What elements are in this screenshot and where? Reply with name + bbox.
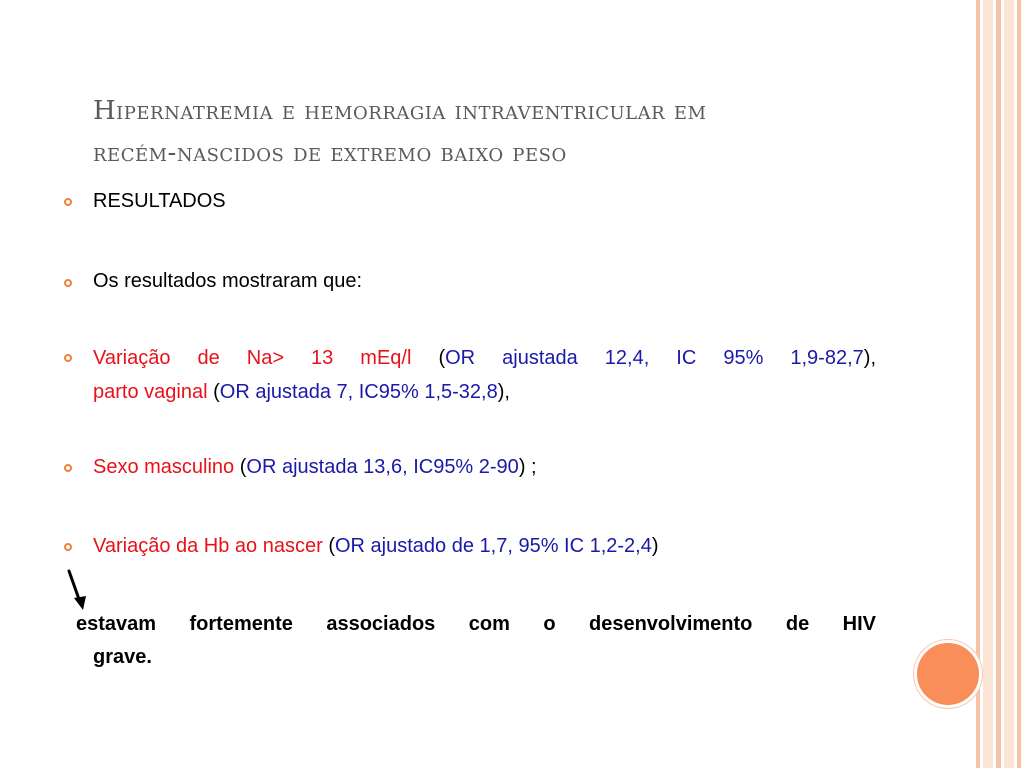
odds-ratio-vaginal-birth: OR ajustada 7, IC95% 1,5-32,8 [219, 381, 498, 403]
paren-open: ( [213, 381, 220, 403]
risk-factor-hb-variation: Variação da Hb ao nascer [93, 535, 323, 557]
bullet-text-hb [93, 529, 659, 563]
risk-factor-sodium: Variação de Na> 13 mEq/l [93, 347, 412, 369]
decorative-stripe [976, 0, 980, 768]
paren-open: ( [328, 535, 335, 557]
bullet-icon [64, 543, 72, 551]
decorative-stripe [983, 0, 993, 768]
decorative-stripe [1004, 0, 1014, 768]
bullet-text-sodium [93, 341, 876, 375]
paren-close: ), [497, 381, 510, 403]
bullet-text-vaginal [93, 375, 510, 409]
orange-circle-decoration [914, 640, 982, 708]
decorative-stripe [996, 0, 1001, 768]
odds-ratio-sodium: OR ajustada 12,4, IC 95% 1,9-82,7 [445, 347, 864, 369]
paren-open: ( [239, 456, 247, 478]
slide-title-line1: Hipernatremia e hemorragia intraventricular em [93, 96, 707, 126]
bullet-icon [64, 354, 72, 362]
decorative-stripe [1017, 0, 1021, 768]
bullet-text-intro: Os resultados mostraram que: [93, 270, 362, 292]
risk-factor-vaginal-birth: parto vaginal [93, 381, 208, 403]
paren-close: ) ; [518, 456, 537, 478]
bullet-icon [64, 279, 72, 287]
paren-close: ) [651, 535, 659, 557]
bullet-icon [64, 464, 72, 472]
odds-ratio-male-sex: OR ajustada 13,6, IC95% 2-90 [246, 456, 519, 478]
odds-ratio-hb-variation: OR ajustado de 1,7, 95% IC 1,2-2,4 [335, 535, 652, 557]
paren-close: ), [863, 347, 876, 369]
down-arrow-icon [62, 568, 92, 612]
bullet-text-resultados: RESULTADOS [93, 190, 226, 212]
conclusion-line1: estavam fortemente associados com o desenvolvimento de HIV [76, 613, 876, 635]
paren-open: ( [438, 347, 446, 369]
bullet-text-sex [93, 450, 537, 484]
conclusion-line2: grave. [93, 646, 152, 668]
slide-title-line2: recém-nascidos de extremo baixo peso [93, 138, 567, 168]
risk-factor-male-sex: Sexo masculino [93, 456, 235, 478]
bullet-icon [64, 198, 72, 206]
slide-title [93, 90, 883, 174]
